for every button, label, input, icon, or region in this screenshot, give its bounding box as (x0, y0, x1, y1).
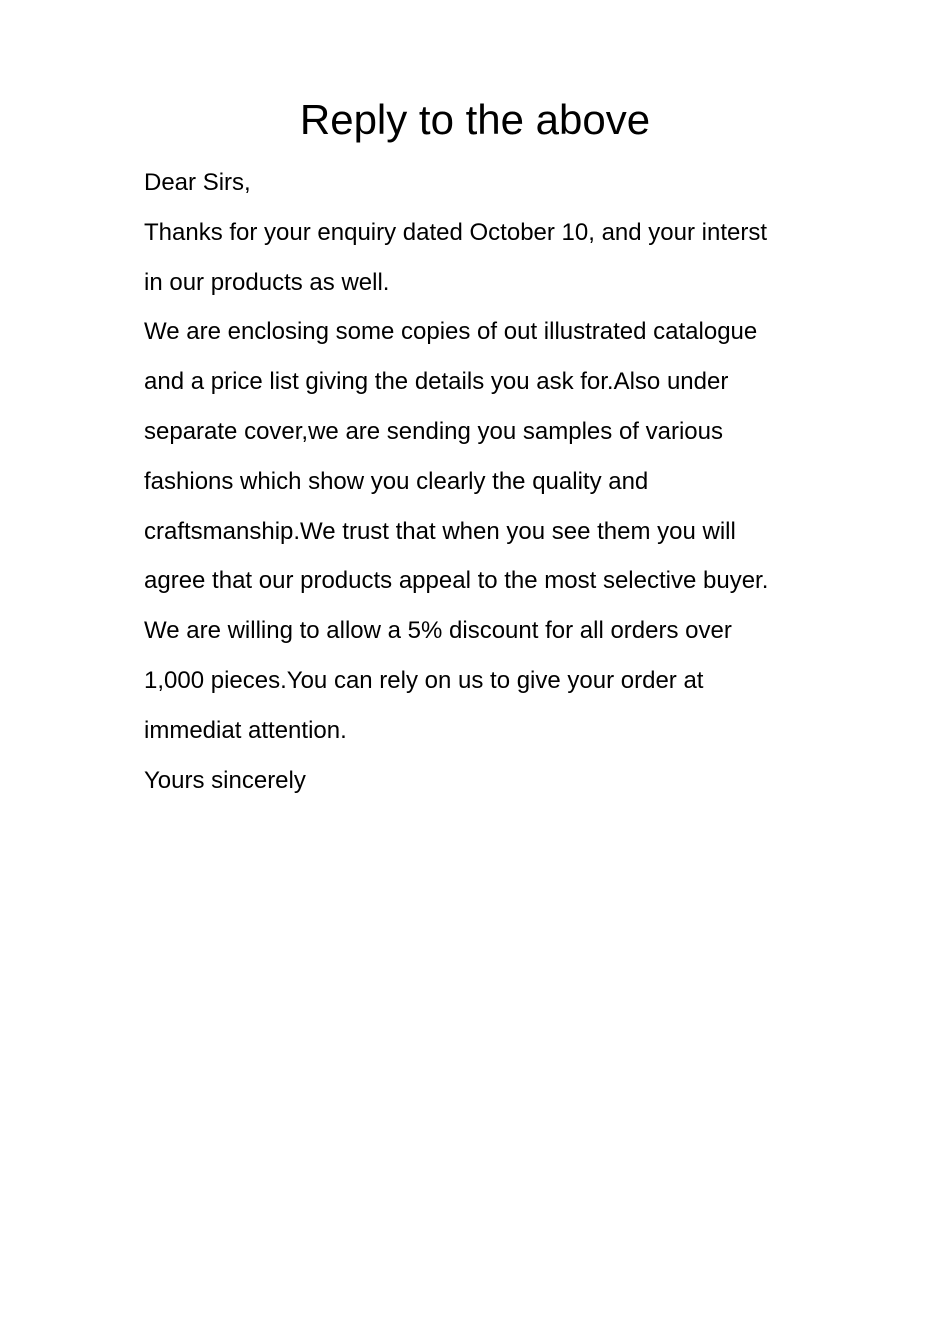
letter-line: craftsmanship.We trust that when you see them you will (144, 517, 736, 545)
letter-body (144, 158, 844, 805)
letter-line: and a price list giving the details you ask for.Also under (144, 368, 729, 396)
letter-line: fashions which show you clearly the quality and (144, 467, 649, 495)
salutation-line: Dear Sirs, (144, 169, 251, 196)
document-title: Reply to the above (299, 96, 651, 143)
letter-line: We are willing to allow a 5% discount for all orders over (144, 617, 732, 645)
letter-line: separate cover,we are sending you samples of various (144, 417, 723, 445)
letter-line: 1,000 pieces.You can rely on us to give your order at (144, 666, 704, 694)
closing-line: Yours sincerely (144, 766, 306, 794)
letter-line: Thanks for your enquiry dated October 10, and your interst (144, 218, 768, 246)
letter-line: immediat attention. (144, 716, 347, 744)
letter-line: in our products as well. (144, 268, 390, 296)
letter-line: We are enclosing some copies of out illustrated catalogue (144, 318, 758, 346)
letter-line: agree that our products appeal to the most selective buyer. (144, 567, 769, 595)
